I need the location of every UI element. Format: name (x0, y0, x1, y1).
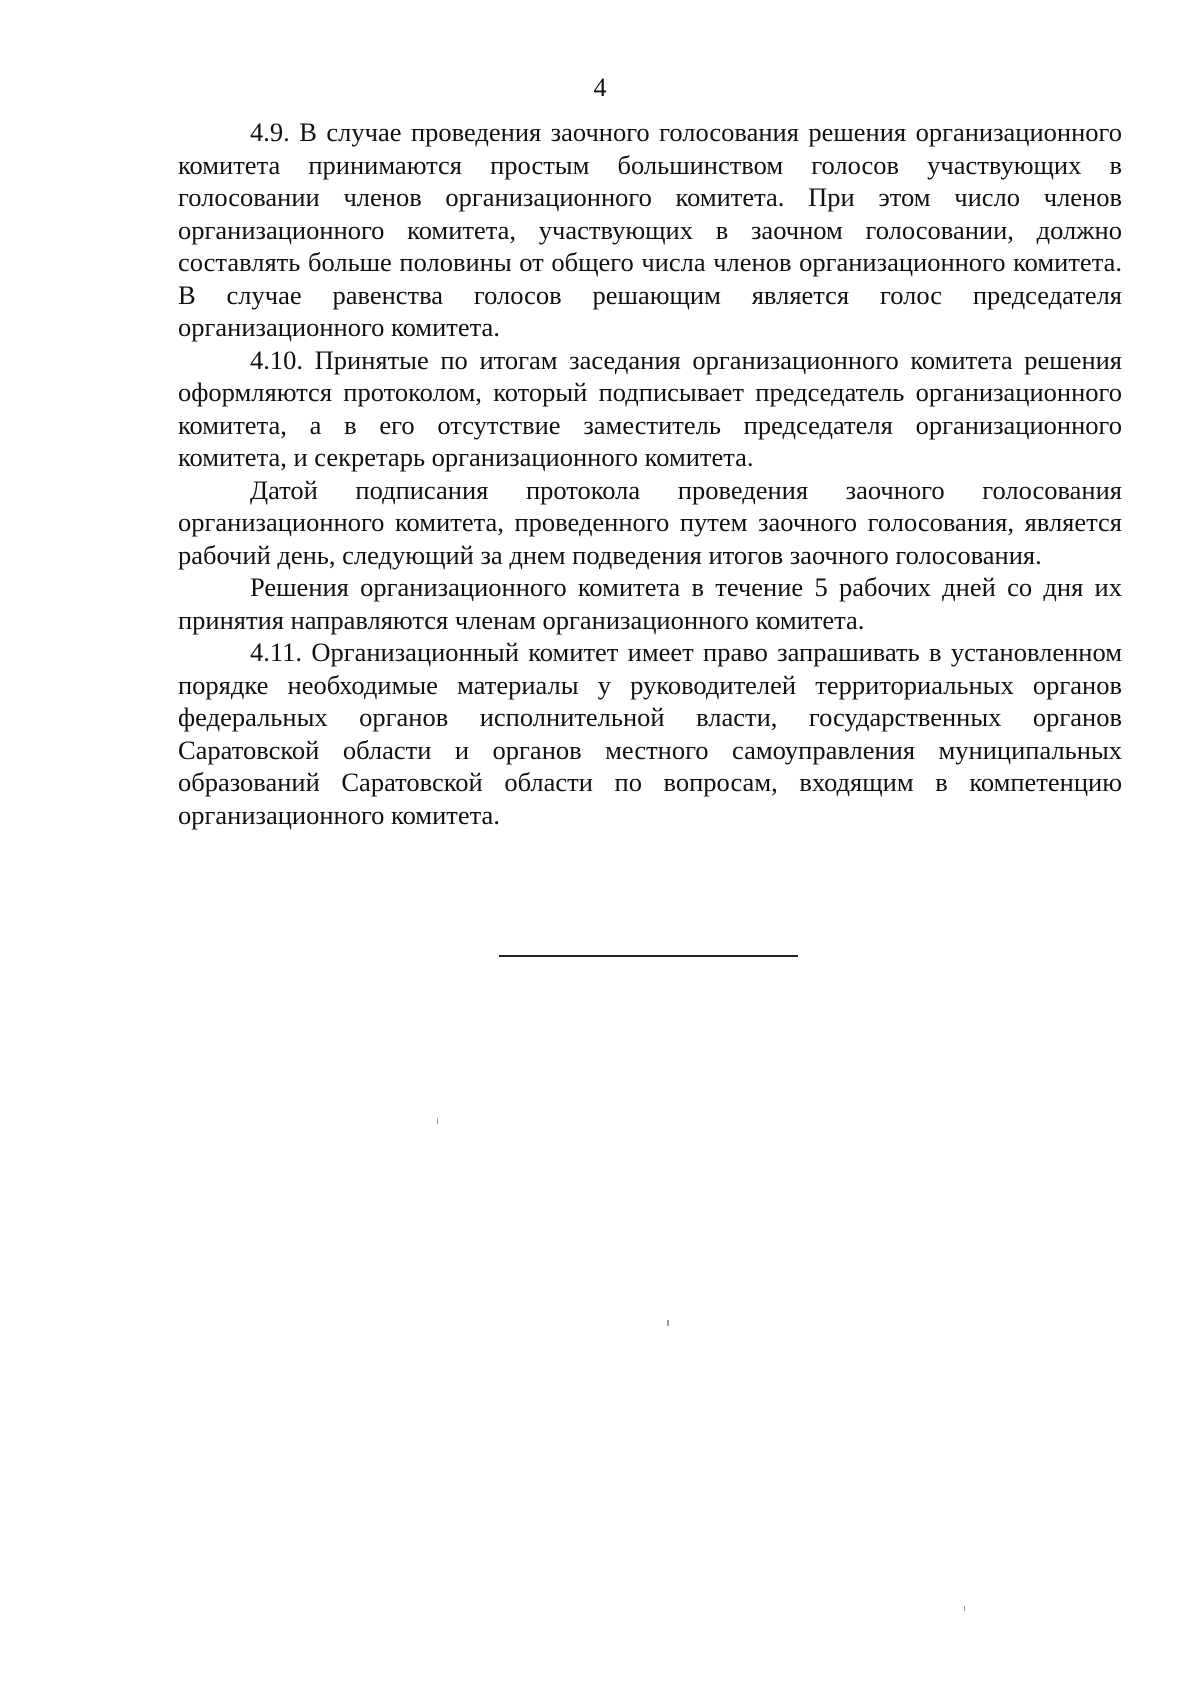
scan-speck (667, 1320, 669, 1326)
document-body (178, 116, 1122, 831)
scan-speck (964, 1606, 965, 1611)
page-number: 4 (593, 73, 607, 102)
paragraph-4-9: 4.9. В случае проведения заочного голосования решения организационного комитета принимаются простым большинством голосов участвующих в голосовании членов организационного комитета. При этом число членов организационного комитета, участвующих в заочном голосовании, должно составлять больше половины от общего числа членов организационного комитета. В случае равенства голосов решающим является голос председателя организационного комитета. (178, 117, 1122, 342)
paragraph-decisions-distribution: Решения организационного комитета в течение 5 рабочих дней со дня их принятия направляются членам организационного комитета. (178, 572, 1122, 635)
scan-speck (437, 1118, 438, 1124)
paragraph-4-11: 4.11. Организационный комитет имеет право запрашивать в установленном порядке необходимые материалы у руководителей территориальных органов федеральных органов исполнительной власти, государственных органов Саратовской области и органов местного самоуправления муниципальных образований Саратовской области по вопросам, входящим в компетенцию организационного комитета. (178, 637, 1122, 830)
paragraph-signing-date: Датой подписания протокола проведения заочного голосования организационного комитета, проведенного путем заочного голосования, является рабочий день, следующий за днем подведения итогов заочного голосования. (178, 474, 1122, 570)
end-separator-line (499, 955, 798, 957)
paragraph-4-10: 4.10. Принятые по итогам заседания организационного комитета решения оформляются протоколом, который подписывает председатель организационного комитета, а в его отсутствие заместитель председателя организационного комитета, и секретарь организационного комитета. (178, 344, 1122, 472)
